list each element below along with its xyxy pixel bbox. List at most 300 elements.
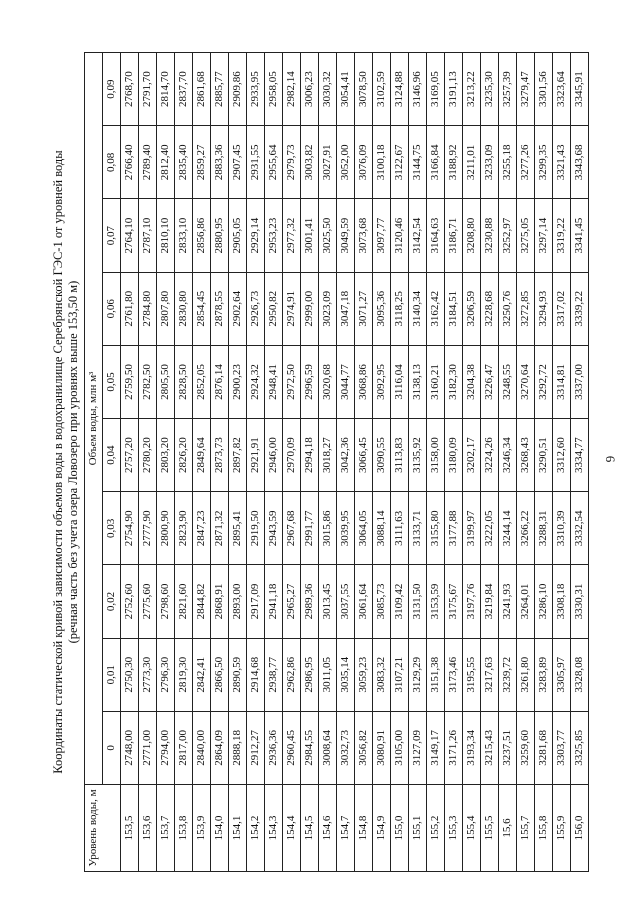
volume-cell: 3131,50 xyxy=(409,565,427,638)
volume-cell: 2871,32 xyxy=(211,492,229,565)
volume-cell: 2748,00 xyxy=(121,711,139,784)
volume-cell: 2936,36 xyxy=(265,711,283,784)
table-row xyxy=(229,53,247,872)
volume-cell: 2773,30 xyxy=(139,638,157,711)
level-cell: 155,8 xyxy=(535,785,553,872)
volume-cell: 3092,95 xyxy=(373,345,391,418)
volume-cell: 3085,73 xyxy=(373,565,391,638)
volume-cell: 3071,27 xyxy=(355,272,373,345)
volume-cell: 2974,91 xyxy=(283,272,301,345)
volume-cell: 3102,59 xyxy=(373,53,391,126)
table-row xyxy=(283,53,301,872)
volume-cell: 3314,81 xyxy=(553,345,571,418)
volume-cell: 2752,60 xyxy=(121,565,139,638)
volume-cell: 2868,91 xyxy=(211,565,229,638)
table-row xyxy=(481,53,499,872)
volume-cell: 3213,22 xyxy=(463,53,481,126)
volume-cell: 2814,70 xyxy=(157,53,175,126)
level-cell: 153,8 xyxy=(175,785,193,872)
volume-cell: 3023,09 xyxy=(319,272,337,345)
volume-cell: 2835,40 xyxy=(175,126,193,199)
column-header: 0,04 xyxy=(103,419,121,492)
volume-cell: 2854,45 xyxy=(193,272,211,345)
volume-cell: 3140,34 xyxy=(409,272,427,345)
volume-cell: 3020,68 xyxy=(319,345,337,418)
volume-cell: 3226,47 xyxy=(481,345,499,418)
volume-cell: 2900,23 xyxy=(229,345,247,418)
volume-cell: 2909,86 xyxy=(229,53,247,126)
volume-cell: 2761,80 xyxy=(121,272,139,345)
volume-cell: 3064,05 xyxy=(355,492,373,565)
level-cell: 155,3 xyxy=(445,785,463,872)
volume-cell: 3135,92 xyxy=(409,419,427,492)
volume-cell: 2912,27 xyxy=(247,711,265,784)
volume-cell: 3215,43 xyxy=(481,711,499,784)
table-row xyxy=(139,53,157,872)
volume-cell: 2897,82 xyxy=(229,419,247,492)
volume-cell: 2828,50 xyxy=(175,345,193,418)
volume-cell: 2890,59 xyxy=(229,638,247,711)
volume-cell: 2965,27 xyxy=(283,565,301,638)
volume-cell: 2847,23 xyxy=(193,492,211,565)
volume-cell: 2823,90 xyxy=(175,492,193,565)
volume-cell: 3018,27 xyxy=(319,419,337,492)
volume-cell: 2982,14 xyxy=(283,53,301,126)
volume-cell: 3248,55 xyxy=(499,345,517,418)
volume-cell: 3160,21 xyxy=(427,345,445,418)
volume-cell: 2771,00 xyxy=(139,711,157,784)
volume-cell: 2948,41 xyxy=(265,345,283,418)
table-row xyxy=(427,53,445,872)
volume-cell: 3266,22 xyxy=(517,492,535,565)
volume-table xyxy=(84,52,589,872)
volume-cell: 3241,93 xyxy=(499,565,517,638)
volume-cell: 2805,50 xyxy=(157,345,175,418)
volume-cell: 2810,10 xyxy=(157,199,175,272)
level-cell: 155,7 xyxy=(517,785,535,872)
volume-cell: 3294,93 xyxy=(535,272,553,345)
volume-cell: 3270,64 xyxy=(517,345,535,418)
volume-cell: 2800,90 xyxy=(157,492,175,565)
volume-cell: 3202,17 xyxy=(463,419,481,492)
volume-cell: 3268,43 xyxy=(517,419,535,492)
volume-cell: 3180,09 xyxy=(445,419,463,492)
volume-cell: 2970,09 xyxy=(283,419,301,492)
volume-cell: 3032,73 xyxy=(337,711,355,784)
volume-cell: 2817,00 xyxy=(175,711,193,784)
volume-cell: 2946,00 xyxy=(265,419,283,492)
volume-cell: 3208,80 xyxy=(463,199,481,272)
level-cell: 155,0 xyxy=(391,785,409,872)
volume-cell: 3025,50 xyxy=(319,199,337,272)
document-subtitle: (речная часть без учета озера Ловозеро при уровнях выше 153,50 м) xyxy=(66,280,80,644)
volume-cell: 3001,41 xyxy=(301,199,319,272)
volume-cell: 3321,43 xyxy=(553,126,571,199)
level-cell: 154,5 xyxy=(301,785,319,872)
volume-cell: 3339,22 xyxy=(571,272,589,345)
table-row xyxy=(211,53,229,872)
volume-cell: 3195,55 xyxy=(463,638,481,711)
volume-cell: 3235,30 xyxy=(481,53,499,126)
volume-cell: 2873,73 xyxy=(211,419,229,492)
rotated-document xyxy=(51,42,589,882)
volume-cell: 3011,05 xyxy=(319,638,337,711)
volume-cell: 3155,80 xyxy=(427,492,445,565)
table-row xyxy=(121,53,139,872)
level-cell: 155,9 xyxy=(553,785,571,872)
volume-cell: 3003,82 xyxy=(301,126,319,199)
table-row xyxy=(337,53,355,872)
volume-cell: 3281,68 xyxy=(535,711,553,784)
volume-cell: 2798,60 xyxy=(157,565,175,638)
volume-cell: 2907,45 xyxy=(229,126,247,199)
volume-cell: 2955,64 xyxy=(265,126,283,199)
volume-cell: 3059,23 xyxy=(355,638,373,711)
volume-cell: 2880,95 xyxy=(211,199,229,272)
volume-cell: 3345,91 xyxy=(571,53,589,126)
volume-cell: 2842,41 xyxy=(193,638,211,711)
volume-cell: 3164,63 xyxy=(427,199,445,272)
volume-cell: 2757,20 xyxy=(121,419,139,492)
volume-cell: 3013,45 xyxy=(319,565,337,638)
volume-cell: 3047,18 xyxy=(337,272,355,345)
volume-cell: 3252,97 xyxy=(499,199,517,272)
volume-cell: 3061,64 xyxy=(355,565,373,638)
volume-cell: 3080,91 xyxy=(373,711,391,784)
volume-cell: 3151,38 xyxy=(427,638,445,711)
volume-cell: 3283,89 xyxy=(535,638,553,711)
volume-cell: 2796,30 xyxy=(157,638,175,711)
volume-cell: 3191,13 xyxy=(445,53,463,126)
volume-cell: 2888,18 xyxy=(229,711,247,784)
volume-cell: 2943,59 xyxy=(265,492,283,565)
volume-cell: 3124,88 xyxy=(391,53,409,126)
volume-cell: 2972,50 xyxy=(283,345,301,418)
volume-cell: 2821,60 xyxy=(175,565,193,638)
volume-cell: 2819,30 xyxy=(175,638,193,711)
volume-cell: 2895,41 xyxy=(229,492,247,565)
volume-cell: 2830,80 xyxy=(175,272,193,345)
volume-cell: 2924,32 xyxy=(247,345,265,418)
volume-cell: 2791,70 xyxy=(139,53,157,126)
volume-cell: 3109,42 xyxy=(391,565,409,638)
volume-cell: 2958,05 xyxy=(265,53,283,126)
volume-cell: 3301,56 xyxy=(535,53,553,126)
volume-cell: 3257,39 xyxy=(499,53,517,126)
volume-cell: 3162,42 xyxy=(427,272,445,345)
volume-cell: 2919,50 xyxy=(247,492,265,565)
column-header: 0,06 xyxy=(103,272,121,345)
volume-cell: 2979,73 xyxy=(283,126,301,199)
column-header: 0,03 xyxy=(103,492,121,565)
volume-cell: 3116,04 xyxy=(391,345,409,418)
volume-cell: 2953,23 xyxy=(265,199,283,272)
volume-cell: 3088,14 xyxy=(373,492,391,565)
level-cell: 155,5 xyxy=(481,785,499,872)
volume-cell: 3035,14 xyxy=(337,638,355,711)
volume-cell: 3039,95 xyxy=(337,492,355,565)
table-row xyxy=(571,53,589,872)
volume-cell: 3175,67 xyxy=(445,565,463,638)
volume-cell: 2840,00 xyxy=(193,711,211,784)
volume-cell: 2775,60 xyxy=(139,565,157,638)
volume-cell: 3222,05 xyxy=(481,492,499,565)
volume-cell: 3290,51 xyxy=(535,419,553,492)
volume-cell: 3097,77 xyxy=(373,199,391,272)
volume-cell: 3230,88 xyxy=(481,199,499,272)
volume-cell: 3100,18 xyxy=(373,126,391,199)
volume-cell: 2878,55 xyxy=(211,272,229,345)
volume-cell: 3206,59 xyxy=(463,272,481,345)
column-header: 0 xyxy=(103,711,121,784)
volume-cell: 3299,35 xyxy=(535,126,553,199)
volume-cell: 2938,77 xyxy=(265,638,283,711)
volume-cell: 2794,00 xyxy=(157,711,175,784)
volume-cell: 3166,84 xyxy=(427,126,445,199)
column-header: 0,01 xyxy=(103,638,121,711)
volume-cell: 3015,86 xyxy=(319,492,337,565)
level-cell: 155,1 xyxy=(409,785,427,872)
volume-cell: 3120,46 xyxy=(391,199,409,272)
volume-cell: 3153,59 xyxy=(427,565,445,638)
document-title: Координаты статической кривой зависимости объемов воды в водохранилище Серебрянской ГЭС-1 от уровней воды xyxy=(51,150,65,774)
volume-cell: 2885,77 xyxy=(211,53,229,126)
volume-cell: 2837,70 xyxy=(175,53,193,126)
table-row xyxy=(193,53,211,872)
volume-cell: 3255,18 xyxy=(499,126,517,199)
volume-cell: 3073,68 xyxy=(355,199,373,272)
volume-cell: 2917,09 xyxy=(247,565,265,638)
volume-cell: 3054,41 xyxy=(337,53,355,126)
volume-cell: 2986,95 xyxy=(301,638,319,711)
volume-cell: 3105,00 xyxy=(391,711,409,784)
volume-cell: 3199,97 xyxy=(463,492,481,565)
volume-cell: 3142,54 xyxy=(409,199,427,272)
volume-cell: 3308,18 xyxy=(553,565,571,638)
volume-cell: 3042,36 xyxy=(337,419,355,492)
table-row xyxy=(445,53,463,872)
volume-cell: 2859,27 xyxy=(193,126,211,199)
volume-cell: 3052,00 xyxy=(337,126,355,199)
level-cell: 154,7 xyxy=(337,785,355,872)
column-header: 0,08 xyxy=(103,126,121,199)
volume-cell: 3144,75 xyxy=(409,126,427,199)
volume-cell: 2866,50 xyxy=(211,638,229,711)
table-body xyxy=(121,53,589,872)
volume-cell: 3219,84 xyxy=(481,565,499,638)
volume-cell: 3275,05 xyxy=(517,199,535,272)
volume-cell: 2861,68 xyxy=(193,53,211,126)
volume-cell: 2768,70 xyxy=(121,53,139,126)
volume-cell: 3186,71 xyxy=(445,199,463,272)
volume-cell: 2812,40 xyxy=(157,126,175,199)
volume-cell: 3066,45 xyxy=(355,419,373,492)
volume-cell: 3078,50 xyxy=(355,53,373,126)
volume-cell: 2864,09 xyxy=(211,711,229,784)
volume-cell: 3244,14 xyxy=(499,492,517,565)
volume-cell: 2921,91 xyxy=(247,419,265,492)
volume-cell: 2950,82 xyxy=(265,272,283,345)
volume-cell: 2967,68 xyxy=(283,492,301,565)
level-cell: 153,6 xyxy=(139,785,157,872)
volume-cell: 3259,60 xyxy=(517,711,535,784)
page-number: 6 xyxy=(603,455,618,463)
volume-cell: 3239,72 xyxy=(499,638,517,711)
volume-cell: 2984,55 xyxy=(301,711,319,784)
level-cell: 155,2 xyxy=(427,785,445,872)
table-row xyxy=(355,53,373,872)
volume-cell: 3068,86 xyxy=(355,345,373,418)
volume-cell: 3037,55 xyxy=(337,565,355,638)
volume-cell: 3090,55 xyxy=(373,419,391,492)
volume-cell: 3297,14 xyxy=(535,199,553,272)
volume-cell: 2929,14 xyxy=(247,199,265,272)
column-header: 0,02 xyxy=(103,565,121,638)
volume-cell: 3319,22 xyxy=(553,199,571,272)
volume-cell: 2960,45 xyxy=(283,711,301,784)
volume-cell: 2876,14 xyxy=(211,345,229,418)
volume-cell: 2883,36 xyxy=(211,126,229,199)
volume-cell: 3312,60 xyxy=(553,419,571,492)
volume-cell: 3169,05 xyxy=(427,53,445,126)
level-header: Уровень воды, м xyxy=(85,785,121,872)
volume-cell: 2754,90 xyxy=(121,492,139,565)
volume-cell: 2991,77 xyxy=(301,492,319,565)
volume-cell: 2996,59 xyxy=(301,345,319,418)
volume-header: Объем воды, млн м³ xyxy=(85,53,103,785)
volume-cell: 2784,80 xyxy=(139,272,157,345)
volume-cell: 2807,80 xyxy=(157,272,175,345)
volume-cell: 3008,64 xyxy=(319,711,337,784)
volume-cell: 3310,39 xyxy=(553,492,571,565)
volume-cell: 3193,34 xyxy=(463,711,481,784)
volume-cell: 2926,73 xyxy=(247,272,265,345)
volume-cell: 2902,64 xyxy=(229,272,247,345)
table-row xyxy=(265,53,283,872)
table-row xyxy=(373,53,391,872)
table-row xyxy=(247,53,265,872)
volume-cell: 3228,68 xyxy=(481,272,499,345)
volume-cell: 3133,71 xyxy=(409,492,427,565)
volume-cell: 3343,68 xyxy=(571,126,589,199)
table-row xyxy=(463,53,481,872)
table-row xyxy=(175,53,193,872)
volume-cell: 3303,77 xyxy=(553,711,571,784)
table-row xyxy=(517,53,535,872)
table-row xyxy=(553,53,571,872)
volume-cell: 3305,97 xyxy=(553,638,571,711)
table-row xyxy=(157,53,175,872)
volume-cell: 3233,09 xyxy=(481,126,499,199)
volume-cell: 3337,00 xyxy=(571,345,589,418)
header-row-2 xyxy=(103,53,121,872)
level-cell: 155,4 xyxy=(463,785,481,872)
volume-cell: 3250,76 xyxy=(499,272,517,345)
volume-cell: 2844,82 xyxy=(193,565,211,638)
table-row xyxy=(409,53,427,872)
volume-cell: 3204,38 xyxy=(463,345,481,418)
column-header: 0,07 xyxy=(103,199,121,272)
volume-cell: 2787,10 xyxy=(139,199,157,272)
volume-cell: 3286,10 xyxy=(535,565,553,638)
volume-cell: 3113,83 xyxy=(391,419,409,492)
volume-cell: 3292,72 xyxy=(535,345,553,418)
volume-cell: 3095,36 xyxy=(373,272,391,345)
volume-cell: 3272,85 xyxy=(517,272,535,345)
volume-cell: 2750,30 xyxy=(121,638,139,711)
volume-cell: 3030,32 xyxy=(319,53,337,126)
volume-cell: 3328,08 xyxy=(571,638,589,711)
volume-cell: 2849,64 xyxy=(193,419,211,492)
volume-cell: 3341,45 xyxy=(571,199,589,272)
volume-cell: 2780,20 xyxy=(139,419,157,492)
volume-cell: 3149,17 xyxy=(427,711,445,784)
volume-cell: 2977,32 xyxy=(283,199,301,272)
volume-cell: 3049,59 xyxy=(337,199,355,272)
volume-cell: 3330,31 xyxy=(571,565,589,638)
volume-cell: 2789,40 xyxy=(139,126,157,199)
volume-cell: 3323,64 xyxy=(553,53,571,126)
level-cell: 153,9 xyxy=(193,785,211,872)
volume-cell: 3127,09 xyxy=(409,711,427,784)
table-row xyxy=(499,53,517,872)
level-cell: 154,4 xyxy=(283,785,301,872)
volume-cell: 3158,00 xyxy=(427,419,445,492)
volume-cell: 3246,34 xyxy=(499,419,517,492)
volume-cell: 3332,54 xyxy=(571,492,589,565)
volume-cell: 2933,95 xyxy=(247,53,265,126)
volume-cell: 2777,90 xyxy=(139,492,157,565)
volume-cell: 3138,13 xyxy=(409,345,427,418)
volume-cell: 2782,50 xyxy=(139,345,157,418)
volume-cell: 3173,46 xyxy=(445,638,463,711)
volume-cell: 3188,92 xyxy=(445,126,463,199)
column-header: 0,05 xyxy=(103,345,121,418)
volume-cell: 2766,40 xyxy=(121,126,139,199)
volume-cell: 2759,50 xyxy=(121,345,139,418)
level-cell: 153,7 xyxy=(157,785,175,872)
volume-cell: 2994,18 xyxy=(301,419,319,492)
table-row xyxy=(535,53,553,872)
level-cell: 154,6 xyxy=(319,785,337,872)
level-cell: 154,3 xyxy=(265,785,283,872)
volume-cell: 3122,67 xyxy=(391,126,409,199)
volume-cell: 3184,51 xyxy=(445,272,463,345)
volume-cell: 2833,10 xyxy=(175,199,193,272)
volume-cell: 2893,00 xyxy=(229,565,247,638)
volume-cell: 3146,96 xyxy=(409,53,427,126)
volume-cell: 2856,86 xyxy=(193,199,211,272)
table-row xyxy=(391,53,409,872)
level-cell: 154,0 xyxy=(211,785,229,872)
volume-cell: 3107,21 xyxy=(391,638,409,711)
level-cell: 15,6 xyxy=(499,785,517,872)
table-row xyxy=(319,53,337,872)
volume-cell: 3197,76 xyxy=(463,565,481,638)
volume-cell: 3224,26 xyxy=(481,419,499,492)
volume-cell: 3076,09 xyxy=(355,126,373,199)
level-cell: 154,8 xyxy=(355,785,373,872)
level-cell: 156,0 xyxy=(571,785,589,872)
volume-cell: 3334,77 xyxy=(571,419,589,492)
level-cell: 154,1 xyxy=(229,785,247,872)
volume-cell: 2905,05 xyxy=(229,199,247,272)
volume-cell: 3182,30 xyxy=(445,345,463,418)
volume-cell: 3288,31 xyxy=(535,492,553,565)
level-cell: 154,9 xyxy=(373,785,391,872)
volume-cell: 2826,20 xyxy=(175,419,193,492)
volume-cell: 3171,26 xyxy=(445,711,463,784)
